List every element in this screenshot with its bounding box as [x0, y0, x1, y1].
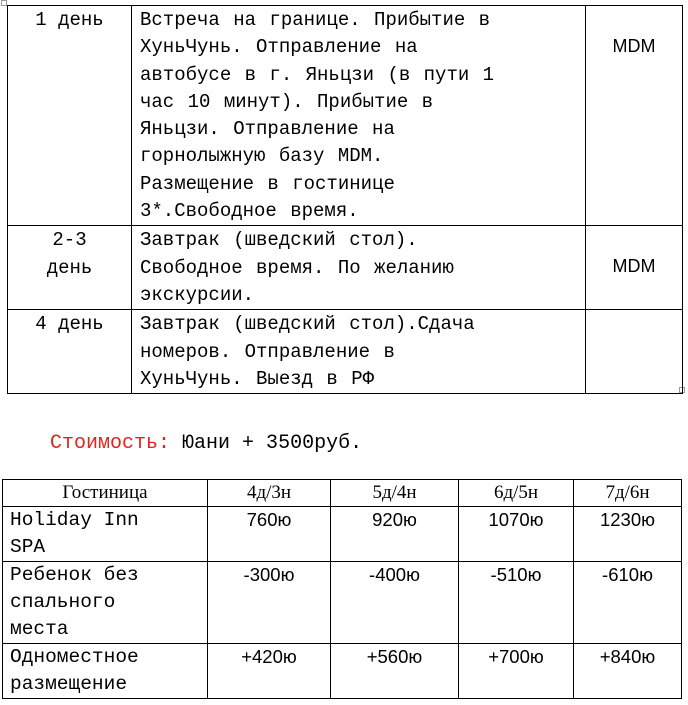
- row-name-line: Holiday Inn: [10, 509, 139, 531]
- table-row: [3, 562, 682, 644]
- description-line: ХуньЧунь. Отправление на: [140, 36, 418, 59]
- header-hotel: Гостиница: [3, 480, 208, 507]
- price-cell: 1230ю: [574, 507, 682, 562]
- hotel-name-cell: [3, 562, 208, 644]
- price-cell: 920ю: [331, 507, 459, 562]
- price-cell: +560ю: [331, 644, 459, 699]
- header-4d3n: 4д/3н: [208, 480, 331, 507]
- price-line: [50, 432, 362, 455]
- description-line: Яньцзи. Отправление на: [140, 118, 395, 141]
- hotel-name: MDM: [612, 36, 656, 56]
- header-7d6n: 7д/6н: [574, 480, 682, 507]
- price-value: Юани + 3500руб.: [182, 432, 363, 455]
- price-label: Стоимость:: [50, 432, 171, 455]
- day-cell: [8, 6, 132, 226]
- table-row: [3, 507, 682, 562]
- description-line: номеров. Отправление в: [140, 340, 395, 363]
- table-row: [3, 644, 682, 699]
- itinerary-row-day-1: [8, 6, 683, 226]
- header-5d4n: 5д/4н: [331, 480, 459, 507]
- description-line: Встреча на границе. Прибытие в: [140, 9, 491, 31]
- description-line: час 10 минут). Прибытие в: [140, 90, 434, 113]
- description-line: экскурсии.: [140, 283, 255, 306]
- header-6d5n: 6д/5н: [459, 480, 574, 507]
- hotel-cell: [586, 226, 683, 310]
- price-cell: +700ю: [459, 644, 574, 699]
- price-cell: -300ю: [208, 562, 331, 644]
- row-name-line: размещение: [10, 673, 128, 695]
- itinerary-row-day-4: [8, 310, 683, 394]
- row-name-line: Ребенок без: [10, 564, 139, 586]
- description-line: 3*.Свободное время.: [140, 200, 359, 223]
- hotel-name: MDM: [612, 256, 656, 277]
- description-cell: [132, 6, 586, 226]
- itinerary-row-day-2-3: [8, 226, 683, 310]
- day-label: 4 день: [35, 313, 104, 336]
- description-cell: [132, 226, 586, 310]
- hotel-cell: [586, 310, 683, 394]
- price-cell: +840ю: [574, 644, 682, 699]
- description-cell: [132, 310, 586, 394]
- price-cell: +420ю: [208, 644, 331, 699]
- day-cell: [8, 226, 132, 310]
- row-name-line: спального: [10, 591, 116, 613]
- price-cell: -400ю: [331, 562, 459, 644]
- price-cell: 1070ю: [459, 507, 574, 562]
- row-name-line: SPA: [10, 536, 46, 558]
- price-table-header: [3, 480, 682, 507]
- row-name-line: места: [10, 618, 69, 640]
- day-cell: [8, 310, 132, 394]
- description-line: ХуньЧунь. Выезд в РФ: [140, 367, 375, 390]
- description-line: Свободное время. По желанию: [140, 256, 454, 279]
- price-cell: 760ю: [208, 507, 331, 562]
- description-line: автобусе в г. Яньцзи (в пути 1: [140, 63, 495, 86]
- description-line: Завтрак (шведский стол).: [140, 229, 418, 252]
- itinerary-table: [7, 5, 683, 394]
- day-label: день: [46, 256, 93, 279]
- price-table: [2, 479, 682, 699]
- hotel-cell: [586, 6, 683, 226]
- hotel-name-cell: [3, 507, 208, 562]
- day-label: 2-3: [52, 229, 87, 252]
- description-line: горнолыжную базу MDM.: [140, 145, 384, 168]
- hotel-name-cell: [3, 644, 208, 699]
- day-label: 1 день: [35, 9, 104, 31]
- price-cell: -510ю: [459, 562, 574, 644]
- description-line: Размещение в гостинице: [140, 172, 395, 195]
- description-line: Завтрак (шведский стол).Сдача: [140, 313, 475, 336]
- price-cell: -610ю: [574, 562, 682, 644]
- row-name-line: Одноместное: [10, 646, 139, 668]
